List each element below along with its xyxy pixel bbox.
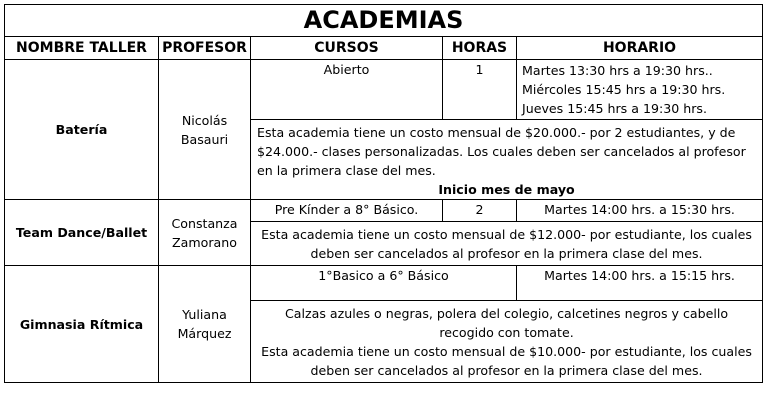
profesor-last-name: Márquez xyxy=(177,326,232,341)
cursos-cell: Pre Kínder a 8° Básico. xyxy=(251,200,443,222)
info-cell xyxy=(251,301,763,383)
info-start-note: Inicio mes de mayo xyxy=(438,182,575,197)
profesor-first-name: Yuliana xyxy=(182,307,227,322)
profesor-name xyxy=(159,266,251,383)
horario-cell: Martes 14:00 hrs. a 15:30 hrs. xyxy=(517,200,763,222)
profesor-first-name: Nicolás xyxy=(181,112,228,128)
table-row xyxy=(5,200,763,222)
taller-name: Team Dance/Ballet xyxy=(5,200,159,266)
info-text: Esta academia tiene un costo mensual de $20.000.- por 2 estudiantes, y de $24.000.- clases personalizadas. Los cuales deben ser cancelados al profesor en la primera clase del mes. xyxy=(257,125,746,178)
horario-cell: Martes 14:00 hrs. a 15:15 hrs. xyxy=(517,266,763,301)
profesor-first-name: Constanza xyxy=(171,215,238,231)
horario-line: Jueves 15:45 hrs a 19:30 hrs. xyxy=(522,101,707,116)
horas-cell: 1 xyxy=(443,60,517,120)
profesor-last-name: Zamorano xyxy=(172,234,237,250)
profesor-last-name: Basauri xyxy=(180,131,229,147)
header-horas: HORAS xyxy=(443,37,517,60)
header-cursos: CURSOS xyxy=(251,37,443,60)
header-nombre-taller: NOMBRE TALLER xyxy=(5,37,159,60)
header-profesor: PROFESOR xyxy=(159,37,251,60)
cursos-cell: 1°Basico a 6° Básico xyxy=(251,266,517,301)
table-title: ACADEMIAS xyxy=(5,5,763,37)
horas-cell: 2 xyxy=(443,200,517,222)
info-text-cost: Esta academia tiene un costo mensual de $10.000- por estudiante, los cuales deben ser cancelados al profesor en la primera clase del mes. xyxy=(261,344,752,378)
taller-name: Gimnasia Rítmica xyxy=(5,266,159,383)
horario-cell xyxy=(517,60,763,120)
academias-document xyxy=(4,4,763,383)
info-cell xyxy=(251,120,763,200)
header-row xyxy=(5,37,763,60)
taller-name: Batería xyxy=(5,60,159,200)
info-cell: Esta academia tiene un costo mensual de $12.000- por estudiante, los cuales deben ser cancelados al profesor en la primera clase del mes. xyxy=(251,222,763,266)
horario-line: Martes 13:30 hrs a 19:30 hrs.. xyxy=(522,63,713,78)
profesor-name xyxy=(159,60,251,200)
cursos-cell: Abierto xyxy=(251,60,443,120)
header-horario: HORARIO xyxy=(517,37,763,60)
info-text: Calzas azules o negras, polera del colegio, calcetines negros y cabello recogido con tomate. xyxy=(284,306,729,340)
table-row xyxy=(5,60,763,120)
profesor-name xyxy=(159,200,251,266)
academias-table xyxy=(4,4,763,383)
horario-line: Miércoles 15:45 hrs a 19:30 hrs. xyxy=(522,82,726,97)
table-row xyxy=(5,266,763,301)
